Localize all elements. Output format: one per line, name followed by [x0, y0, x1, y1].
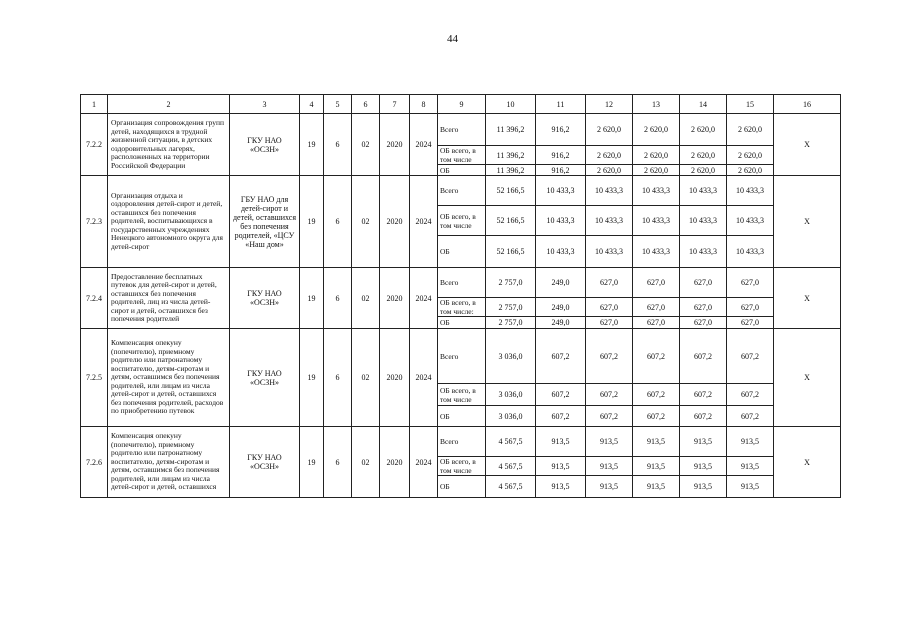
amount-cell: 607,2: [727, 329, 774, 384]
header-cell: 9: [438, 95, 486, 114]
amount-cell: 10 433,3: [536, 236, 586, 268]
header-cell: 1: [81, 95, 108, 114]
amount-cell: 627,0: [680, 298, 727, 317]
amount-cell: 249,0: [536, 317, 586, 329]
row-cell: 19: [300, 268, 324, 329]
amount-cell: 913,5: [536, 427, 586, 457]
amount-cell: 607,2: [680, 329, 727, 384]
amount-cell: 3 036,0: [486, 329, 536, 384]
row-cell: 6: [324, 427, 352, 498]
amount-cell: 607,2: [586, 384, 633, 406]
table-row: [81, 427, 841, 457]
row-cell: 02: [352, 114, 380, 176]
amount-cell: 607,2: [633, 384, 680, 406]
amount-cell: 10 433,3: [536, 206, 586, 236]
table-row: [81, 176, 841, 206]
amount-cell: 916,2: [536, 165, 586, 176]
row-description: Компенсация опекуну (попечителю), приемному родителю или патронатному воспитателю, детям-сиротам и детям, оставшимся без попечения родителей, или лицам из числа детей-сирот и детей, оставшихся без попечения родителей, расходов по приобретению путевок: [108, 329, 230, 427]
amount-cell: 627,0: [633, 317, 680, 329]
amount-cell: 913,5: [536, 476, 586, 498]
amount-cell: 913,5: [586, 427, 633, 457]
row-cell: 02: [352, 268, 380, 329]
table-body: [81, 95, 841, 498]
row-cell: 2024: [410, 114, 438, 176]
row-cell: 02: [352, 176, 380, 268]
amount-cell: 607,2: [536, 384, 586, 406]
amount-cell: 607,2: [633, 406, 680, 427]
row-cell: 19: [300, 176, 324, 268]
amount-cell: 913,5: [586, 476, 633, 498]
row-cell: 19: [300, 427, 324, 498]
page-number: 44: [447, 33, 458, 45]
row-code: 7.2.4: [81, 268, 108, 329]
row-description: Предоставление бесплатных путевок для детей-сирот и детей, оставшихся без попечения родителей, лиц из числа детей-сирот и детей, оставшихся без попечения родителей: [108, 268, 230, 329]
amount-cell: 10 433,3: [727, 176, 774, 206]
row-organization: ГКУ НАО «ОСЗН»: [230, 268, 300, 329]
amount-cell: 2 620,0: [633, 165, 680, 176]
row-cell: 2024: [410, 176, 438, 268]
amount-cell: 913,5: [727, 427, 774, 457]
amount-cell: 2 620,0: [586, 146, 633, 165]
amount-cell: 4 567,5: [486, 476, 536, 498]
funding-label: ОБ всего, в том числе: [438, 457, 486, 476]
amount-cell: 2 620,0: [680, 114, 727, 146]
header-cell: 4: [300, 95, 324, 114]
header-cell: 12: [586, 95, 633, 114]
funding-label: ОБ всего, в том числе: [438, 384, 486, 406]
amount-cell: 52 166,5: [486, 206, 536, 236]
amount-cell: 607,2: [680, 406, 727, 427]
funding-label: Всего: [438, 329, 486, 384]
header-cell: 11: [536, 95, 586, 114]
header-cell: 14: [680, 95, 727, 114]
table-row: [81, 329, 841, 384]
amount-cell: 11 396,2: [486, 146, 536, 165]
row-cell: 2020: [380, 329, 410, 427]
amount-cell: 10 433,3: [586, 236, 633, 268]
amount-cell: 2 620,0: [680, 165, 727, 176]
amount-cell: 2 757,0: [486, 268, 536, 298]
amount-cell: 627,0: [586, 268, 633, 298]
amount-cell: 2 620,0: [727, 165, 774, 176]
amount-cell: 607,2: [727, 406, 774, 427]
amount-cell: 2 620,0: [633, 114, 680, 146]
header-cell: 6: [352, 95, 380, 114]
amount-cell: 10 433,3: [633, 206, 680, 236]
funding-label: ОБ всего, в том числе:: [438, 298, 486, 317]
funding-label: ОБ: [438, 476, 486, 498]
row-x-mark: Х: [774, 114, 841, 176]
amount-cell: 3 036,0: [486, 406, 536, 427]
amount-cell: 627,0: [680, 268, 727, 298]
amount-cell: 11 396,2: [486, 114, 536, 146]
amount-cell: 627,0: [680, 317, 727, 329]
header-cell: 10: [486, 95, 536, 114]
row-x-mark: Х: [774, 268, 841, 329]
table-row: [81, 268, 841, 298]
funding-label: Всего: [438, 176, 486, 206]
amount-cell: 2 620,0: [633, 146, 680, 165]
amount-cell: 913,5: [727, 476, 774, 498]
row-description: Организация сопровождения групп детей, находящихся в трудной жизненной ситуации, в детских оздоровительных лагерях, расположенных на территории Российской Федерации: [108, 114, 230, 176]
amount-cell: 913,5: [680, 476, 727, 498]
amount-cell: 10 433,3: [680, 206, 727, 236]
amount-cell: 607,2: [586, 329, 633, 384]
row-x-mark: Х: [774, 329, 841, 427]
row-cell: 6: [324, 114, 352, 176]
amount-cell: 52 166,5: [486, 236, 536, 268]
header-cell: 13: [633, 95, 680, 114]
amount-cell: 249,0: [536, 268, 586, 298]
amount-cell: 913,5: [680, 427, 727, 457]
amount-cell: 607,2: [536, 406, 586, 427]
amount-cell: 3 036,0: [486, 384, 536, 406]
amount-cell: 627,0: [586, 317, 633, 329]
row-cell: 2024: [410, 329, 438, 427]
header-cell: 5: [324, 95, 352, 114]
amount-cell: 913,5: [633, 427, 680, 457]
table-row: [81, 114, 841, 146]
row-cell: 2024: [410, 427, 438, 498]
row-code: 7.2.5: [81, 329, 108, 427]
row-cell: 02: [352, 329, 380, 427]
row-cell: 2020: [380, 114, 410, 176]
amount-cell: 10 433,3: [633, 236, 680, 268]
amount-cell: 607,2: [727, 384, 774, 406]
amount-cell: 913,5: [680, 457, 727, 476]
header-cell: 3: [230, 95, 300, 114]
amount-cell: 52 166,5: [486, 176, 536, 206]
row-description: Компенсация опекуну (попечителю), приемному родителю или патронатному воспитателю, детям-сиротам и детям, оставшимся без попечения родителей, или лицам из числа детей-сирот и детей, оставшихся: [108, 427, 230, 498]
header-cell: 7: [380, 95, 410, 114]
amount-cell: 913,5: [586, 457, 633, 476]
header-row: [81, 95, 841, 114]
funding-label: ОБ: [438, 406, 486, 427]
amount-cell: 10 433,3: [536, 176, 586, 206]
amount-cell: 2 620,0: [680, 146, 727, 165]
funding-label: Всего: [438, 427, 486, 457]
row-cell: 2020: [380, 427, 410, 498]
funding-label: ОБ: [438, 236, 486, 268]
program-table: [80, 94, 841, 498]
amount-cell: 10 433,3: [586, 206, 633, 236]
row-cell: 2020: [380, 268, 410, 329]
amount-cell: 913,5: [536, 457, 586, 476]
amount-cell: 10 433,3: [680, 236, 727, 268]
amount-cell: 10 433,3: [633, 176, 680, 206]
amount-cell: 913,5: [633, 457, 680, 476]
row-cell: 6: [324, 268, 352, 329]
funding-label: ОБ: [438, 165, 486, 176]
funding-label: Всего: [438, 114, 486, 146]
amount-cell: 916,2: [536, 114, 586, 146]
funding-label: ОБ всего, в том числе: [438, 146, 486, 165]
amount-cell: 627,0: [633, 298, 680, 317]
row-code: 7.2.3: [81, 176, 108, 268]
header-cell: 8: [410, 95, 438, 114]
amount-cell: 2 757,0: [486, 298, 536, 317]
amount-cell: 2 620,0: [727, 114, 774, 146]
row-description: Организация отдыха и оздоровления детей-сирот и детей, оставшихся без попечения родителей, воспитывающихся в государственных учреждениях Ненецкого автономного округа для детей-сирот: [108, 176, 230, 268]
row-cell: 2024: [410, 268, 438, 329]
amount-cell: 10 433,3: [586, 176, 633, 206]
amount-cell: 913,5: [633, 476, 680, 498]
amount-cell: 11 396,2: [486, 165, 536, 176]
amount-cell: 249,0: [536, 298, 586, 317]
funding-label: ОБ всего, в том числе: [438, 206, 486, 236]
amount-cell: 2 620,0: [586, 114, 633, 146]
header-cell: 2: [108, 95, 230, 114]
row-organization: ГКУ НАО «ОСЗН»: [230, 427, 300, 498]
amount-cell: 10 433,3: [727, 236, 774, 268]
amount-cell: 2 757,0: [486, 317, 536, 329]
row-cell: 19: [300, 329, 324, 427]
row-organization: ГКУ НАО «ОСЗН»: [230, 114, 300, 176]
row-x-mark: Х: [774, 427, 841, 498]
funding-label: ОБ: [438, 317, 486, 329]
row-code: 7.2.2: [81, 114, 108, 176]
row-code: 7.2.6: [81, 427, 108, 498]
amount-cell: 607,2: [633, 329, 680, 384]
amount-cell: 627,0: [586, 298, 633, 317]
amount-cell: 607,2: [680, 384, 727, 406]
amount-cell: 916,2: [536, 146, 586, 165]
amount-cell: 627,0: [727, 317, 774, 329]
amount-cell: 2 620,0: [727, 146, 774, 165]
amount-cell: 627,0: [727, 268, 774, 298]
funding-label: Всего: [438, 268, 486, 298]
row-organization: ГКУ НАО «ОСЗН»: [230, 329, 300, 427]
amount-cell: 627,0: [727, 298, 774, 317]
row-cell: 6: [324, 176, 352, 268]
amount-cell: 607,2: [586, 406, 633, 427]
row-x-mark: Х: [774, 176, 841, 268]
row-organization: ГБУ НАО для детей-сирот и детей, оставшихся без попечения родителей, «ЦСУ «Наш дом»: [230, 176, 300, 268]
amount-cell: 2 620,0: [586, 165, 633, 176]
amount-cell: 4 567,5: [486, 427, 536, 457]
amount-cell: 10 433,3: [680, 176, 727, 206]
header-cell: 16: [774, 95, 841, 114]
amount-cell: 10 433,3: [727, 206, 774, 236]
row-cell: 02: [352, 427, 380, 498]
row-cell: 19: [300, 114, 324, 176]
amount-cell: 913,5: [727, 457, 774, 476]
amount-cell: 607,2: [536, 329, 586, 384]
row-cell: 2020: [380, 176, 410, 268]
amount-cell: 627,0: [633, 268, 680, 298]
row-cell: 6: [324, 329, 352, 427]
amount-cell: 4 567,5: [486, 457, 536, 476]
header-cell: 15: [727, 95, 774, 114]
